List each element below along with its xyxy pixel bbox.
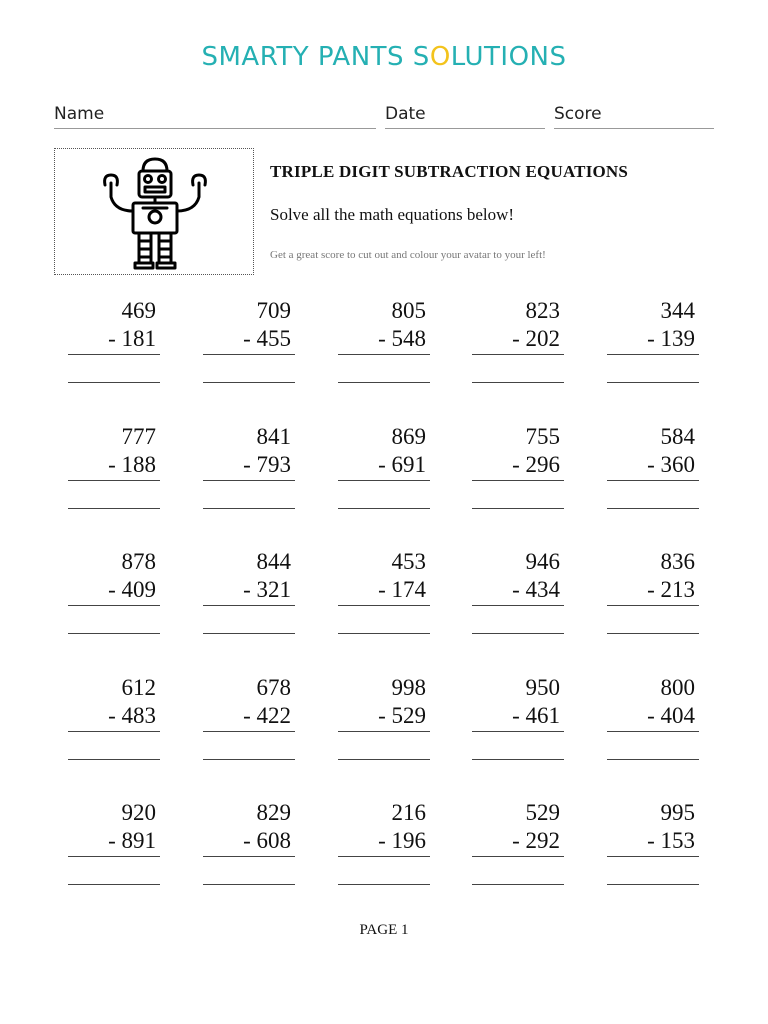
answer-line[interactable] [607, 508, 699, 509]
name-label: Name [54, 104, 105, 124]
subtrahend: - 455 [203, 326, 295, 355]
answer-line[interactable] [472, 884, 564, 885]
subtrahend: - 608 [203, 828, 295, 857]
minuend: 755 [525, 424, 560, 449]
subtrahend: - 360 [607, 452, 699, 481]
minuend: 584 [660, 424, 695, 449]
subtrahend: - 409 [68, 577, 160, 606]
brand-title [0, 42, 768, 72]
subtrahend: - 181 [68, 326, 160, 355]
minuend: 800 [660, 675, 695, 700]
minuend: 216 [391, 800, 426, 825]
brand-title-part: SMARTY PANTS S [201, 42, 430, 72]
subtrahend: - 188 [68, 452, 160, 481]
answer-line[interactable] [338, 633, 430, 634]
subtrahend: - 793 [203, 452, 295, 481]
subtrahend: - 891 [68, 828, 160, 857]
minuend: 844 [256, 549, 291, 574]
minuend: 469 [121, 298, 156, 323]
subtrahend: - 461 [472, 703, 564, 732]
answer-line[interactable] [68, 759, 160, 760]
date-field[interactable] [385, 102, 545, 129]
answer-line[interactable] [472, 508, 564, 509]
avatar-box [54, 148, 254, 275]
worksheet-title: TRIPLE DIGIT SUBTRACTION EQUATIONS [270, 162, 629, 181]
minuend: 920 [121, 800, 156, 825]
minuend: 709 [256, 298, 291, 323]
minuend: 805 [391, 298, 426, 323]
subtrahend: - 213 [607, 577, 699, 606]
minuend: 777 [121, 424, 156, 449]
name-field[interactable] [54, 102, 376, 129]
minuend: 829 [256, 800, 291, 825]
answer-line[interactable] [607, 884, 699, 885]
date-label: Date [385, 104, 426, 124]
minuend: 998 [391, 675, 426, 700]
subtrahend: - 529 [338, 703, 430, 732]
worksheet-tip: Get a great score to cut out and colour your avatar to your left! [270, 249, 546, 261]
subtrahend: - 139 [607, 326, 699, 355]
minuend: 344 [660, 298, 695, 323]
subtrahend: - 404 [607, 703, 699, 732]
subtrahend: - 292 [472, 828, 564, 857]
score-label: Score [554, 104, 602, 124]
answer-line[interactable] [607, 633, 699, 634]
worksheet-instruction: Solve all the math equations below! [270, 205, 515, 224]
answer-line[interactable] [203, 884, 295, 885]
answer-line[interactable] [472, 382, 564, 383]
answer-line[interactable] [338, 508, 430, 509]
minuend: 612 [121, 675, 156, 700]
brand-title-o: O [429, 42, 451, 72]
minuend: 878 [121, 549, 156, 574]
subtrahend: - 548 [338, 326, 430, 355]
answer-line[interactable] [68, 633, 160, 634]
minuend: 453 [391, 549, 426, 574]
answer-line[interactable] [338, 884, 430, 885]
minuend: 836 [660, 549, 695, 574]
answer-line[interactable] [68, 884, 160, 885]
answer-line[interactable] [338, 382, 430, 383]
answer-line[interactable] [472, 759, 564, 760]
subtrahend: - 434 [472, 577, 564, 606]
minuend: 529 [525, 800, 560, 825]
minuend: 869 [391, 424, 426, 449]
subtrahend: - 483 [68, 703, 160, 732]
subtrahend: - 202 [472, 326, 564, 355]
minuend: 950 [525, 675, 560, 700]
answer-line[interactable] [203, 633, 295, 634]
robot-avatar-icon [95, 153, 215, 271]
answer-line[interactable] [203, 382, 295, 383]
subtrahend: - 296 [472, 452, 564, 481]
subtrahend: - 153 [607, 828, 699, 857]
answer-line[interactable] [203, 508, 295, 509]
answer-line[interactable] [607, 382, 699, 383]
minuend: 841 [256, 424, 291, 449]
answer-line[interactable] [338, 759, 430, 760]
page-number: PAGE 1 [359, 922, 409, 938]
answer-line[interactable] [68, 508, 160, 509]
subtrahend: - 422 [203, 703, 295, 732]
minuend: 678 [256, 675, 291, 700]
subtrahend: - 174 [338, 577, 430, 606]
answer-line[interactable] [607, 759, 699, 760]
score-field[interactable] [554, 102, 714, 129]
answer-line[interactable] [203, 759, 295, 760]
minuend: 823 [525, 298, 560, 323]
answer-line[interactable] [472, 633, 564, 634]
minuend: 946 [525, 549, 560, 574]
subtrahend: - 321 [203, 577, 295, 606]
subtrahend: - 196 [338, 828, 430, 857]
minuend: 995 [660, 800, 695, 825]
brand-title-part-end: LUTIONS [450, 42, 567, 72]
answer-line[interactable] [68, 382, 160, 383]
subtrahend: - 691 [338, 452, 430, 481]
